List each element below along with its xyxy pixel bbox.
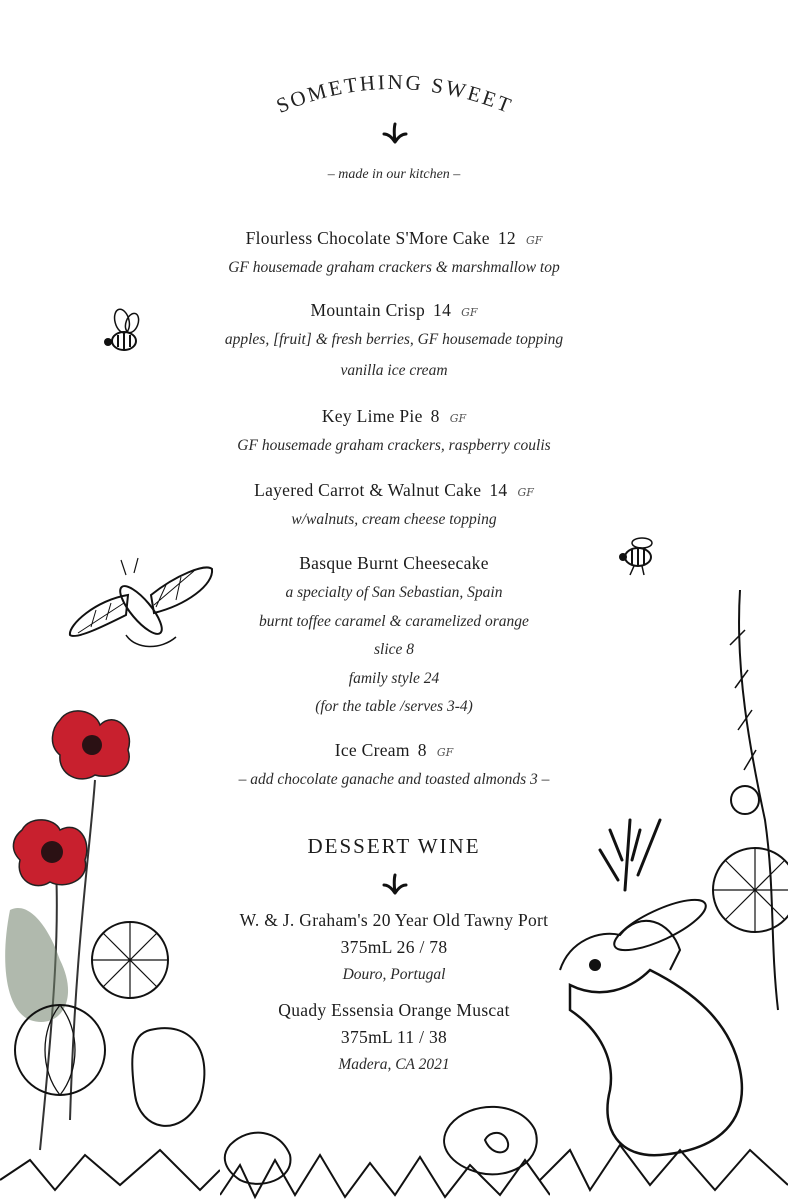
poppy-flowers-illustration xyxy=(0,700,220,1200)
wine-section-title: DESSERT WINE xyxy=(307,834,481,858)
wine-origin: Madera, CA 2021 xyxy=(338,1056,450,1073)
wine-name: Quady Essensia Orange Muscat xyxy=(278,1000,510,1020)
moth-illustration-icon xyxy=(66,555,216,655)
dessert-price: 14 xyxy=(489,480,508,500)
dessert-name: Flourless Chocolate S'More Cake xyxy=(245,228,490,248)
dessert-description: w/walnuts, cream cheese topping xyxy=(291,511,497,528)
wine-origin: Douro, Portugal xyxy=(342,966,446,983)
dessert-description: GF housemade graham crackers, raspberry coulis xyxy=(237,437,551,454)
svg-text:SOMETHING SWEET: SOMETHING SWEET xyxy=(272,69,517,119)
dessert-description: slice 8 xyxy=(373,641,415,658)
flourish-ornament-top xyxy=(382,122,408,144)
dessert-description: – add chocolate ganache and toasted almonds 3 – xyxy=(238,771,550,788)
dessert-name: Mountain Crisp xyxy=(310,300,426,320)
dessert-description: apples, [fruit] & fresh berries, GF housemade topping xyxy=(224,331,564,348)
dessert-price: 8 xyxy=(430,406,440,426)
dessert-description: vanilla ice cream xyxy=(340,362,448,379)
dessert-name: Key Lime Pie xyxy=(321,406,423,426)
wine-pricing: 375mL 26 / 78 xyxy=(340,937,448,957)
wine-pricing: 375mL 11 / 38 xyxy=(340,1027,448,1047)
dessert-price: 8 xyxy=(417,740,427,760)
subtitle: – made in our kitchen – xyxy=(327,167,461,182)
dessert-description: GF housemade graham crackers & marshmallow top xyxy=(228,259,560,276)
dessert-description: a specialty of San Sebastian, Spain xyxy=(285,584,503,601)
gluten-free-tag: GF xyxy=(517,486,534,499)
gluten-free-tag: GF xyxy=(461,306,478,319)
dessert-name: Layered Carrot & Walnut Cake xyxy=(254,480,482,500)
dessert-name: Ice Cream xyxy=(334,740,410,760)
dessert-price: 12 xyxy=(497,228,516,248)
dessert-description: family style 24 xyxy=(348,669,440,687)
dessert-item xyxy=(0,406,788,427)
dessert-item xyxy=(0,228,788,249)
flourish-ornament-wine xyxy=(382,873,408,895)
bee-illustration-right-icon xyxy=(612,535,662,577)
gluten-free-tag: GF xyxy=(449,412,467,425)
gluten-free-tag: GF xyxy=(525,234,543,247)
bee-illustration-left-icon xyxy=(100,305,148,355)
wine-name: W. & J. Graham's 20 Year Old Tawny Port xyxy=(239,910,549,930)
dessert-price: 14 xyxy=(433,300,452,320)
dessert-name: Basque Burnt Cheesecake xyxy=(299,553,489,573)
gluten-free-tag: GF xyxy=(436,746,454,759)
dessert-description: burnt toffee caramel & caramelized orange xyxy=(259,612,529,630)
bottom-floral-border xyxy=(220,1085,550,1200)
jackalope-illustration xyxy=(540,590,788,1200)
dessert-description: (for the table /serves 3-4) xyxy=(315,698,473,715)
dessert-item xyxy=(0,480,788,501)
